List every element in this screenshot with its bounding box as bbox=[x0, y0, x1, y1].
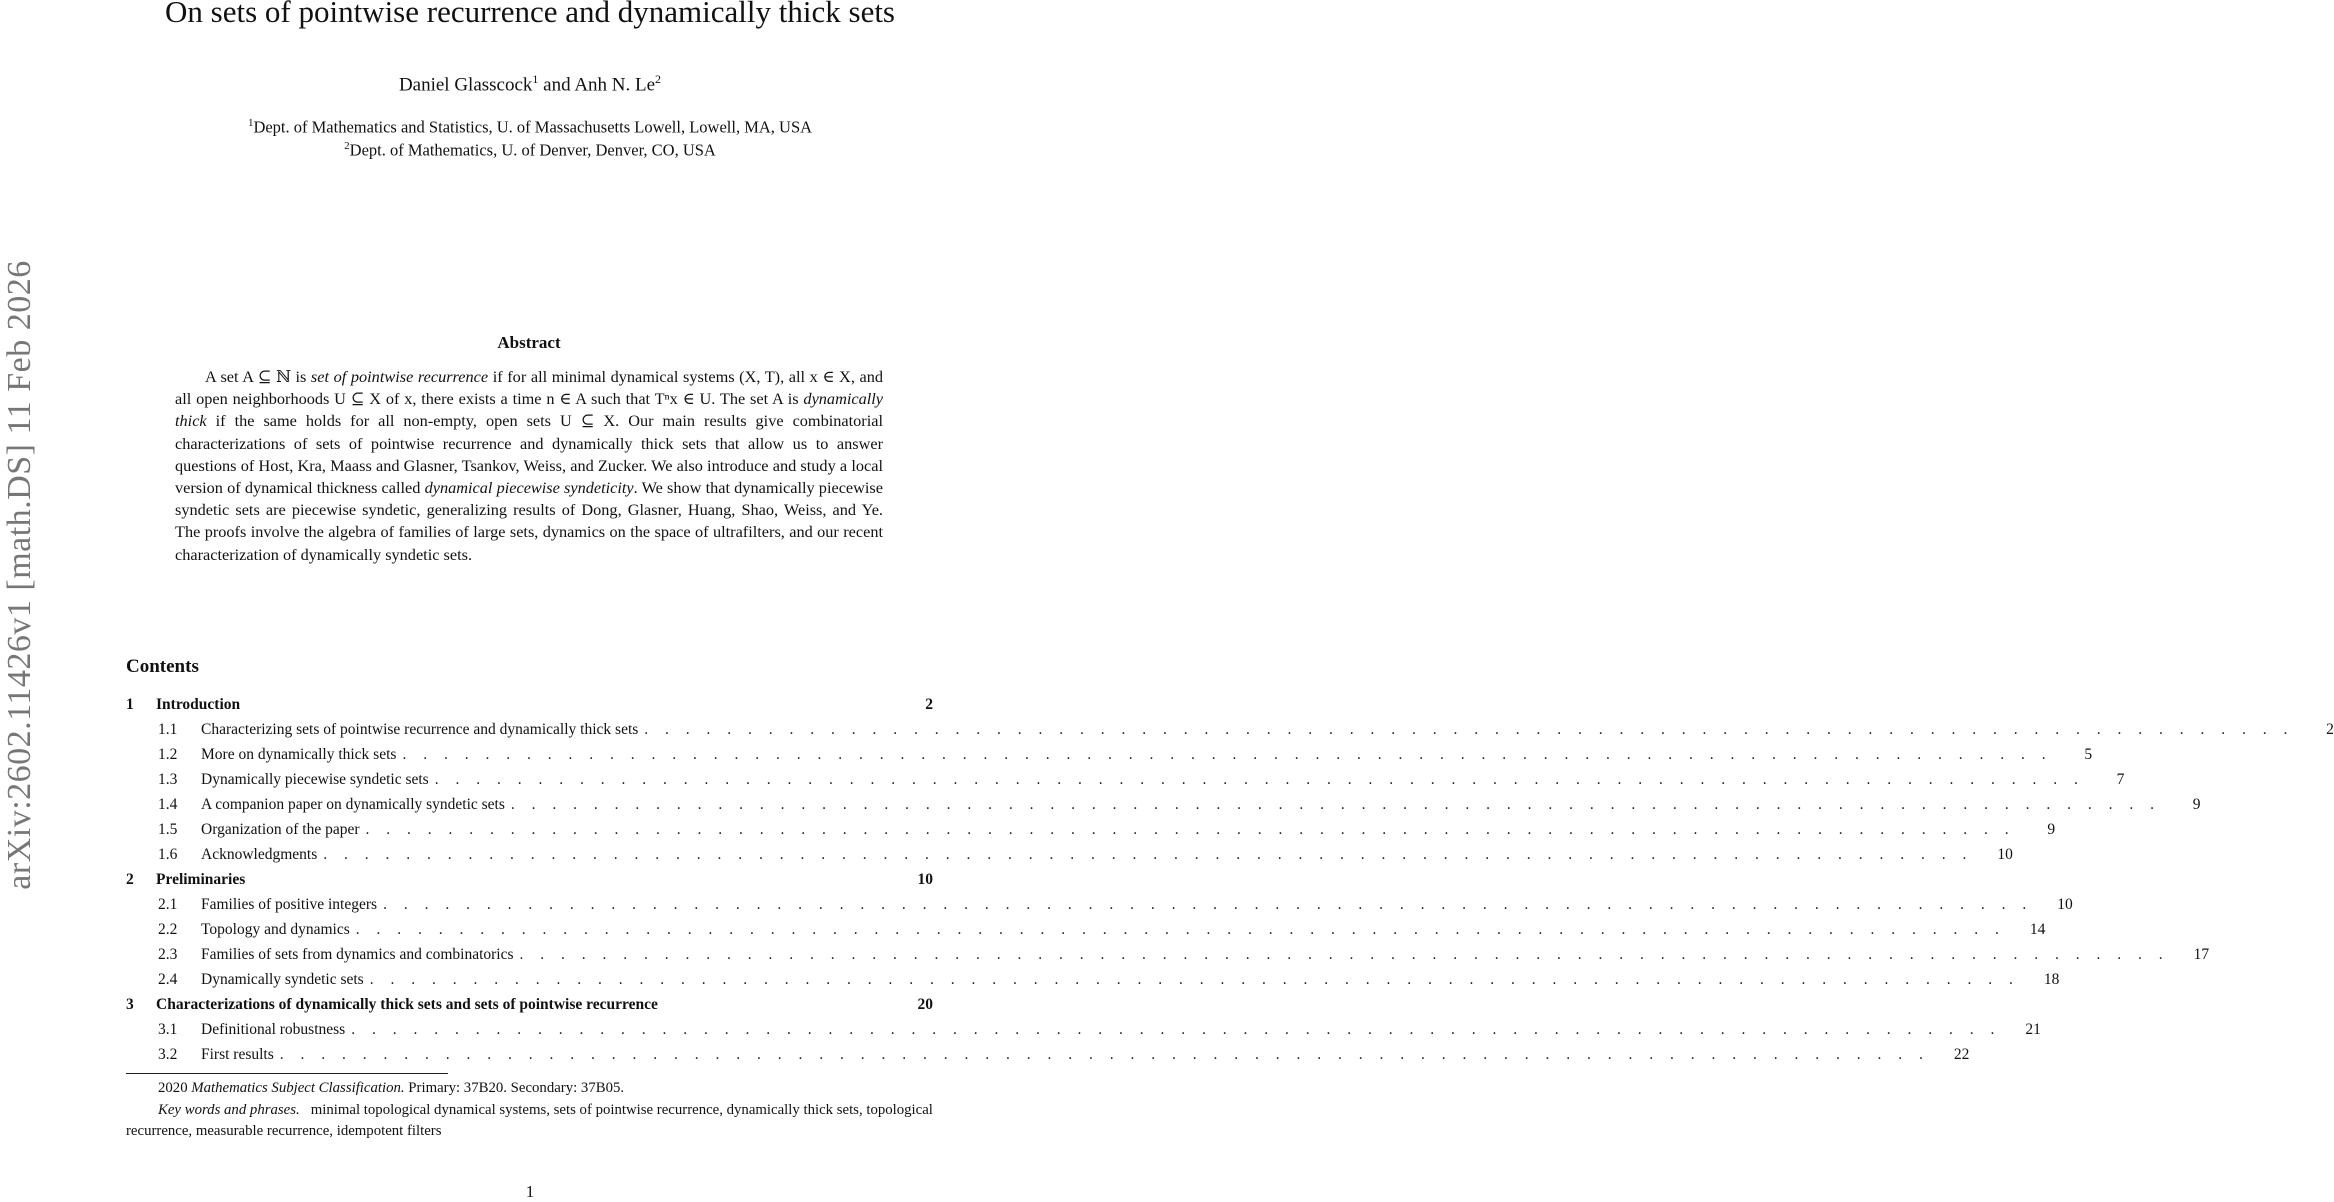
toc-entry-number: 1.3 bbox=[158, 771, 178, 788]
toc-dot-leader: . . . . . . . . . . . . . . . . . . . . . . . . . . . . . . . . . . . . . . . . . . . . . . . . . . . . . . . . . . . . . . . . . . . . . . . . . . . . . . . . bbox=[402, 746, 2053, 763]
toc-entry-title: First results bbox=[201, 1046, 274, 1063]
toc-entry-title: Dynamically piecewise syndetic sets bbox=[201, 771, 429, 788]
abstract-term-pointwise-recurrence: set of pointwise recurrence bbox=[310, 367, 489, 386]
affiliation-1-mark: 1 bbox=[247, 117, 254, 129]
toc-entry-number: 2.4 bbox=[158, 971, 178, 988]
toc-entry-title: Definitional robustness bbox=[201, 1021, 346, 1038]
toc-dot-leader: . . . . . . . . . . . . . . . . . . . . . . . . . . . . . . . . . . . . . . . . . . . . . . . . . . . . . . . . . . . . . . . . . . . . . . . . . . . . . . . . bbox=[644, 721, 2294, 738]
toc-dot-leader: . . . . . . . . . . . . . . . . . . . . . . . . . . . . . . . . . . . . . . . . . . . . . . . . . . . . . . . . . . . . . . . . . . . . . . . . . . . . . . . . bbox=[383, 896, 2033, 913]
author-line bbox=[150, 72, 910, 96]
toc-entry-page: 2 bbox=[2326, 721, 2334, 738]
toc-entry-number: 2.2 bbox=[158, 921, 178, 938]
toc-entry-number: 3.1 bbox=[158, 1021, 178, 1038]
msc-label: Mathematics Subject Classification. bbox=[191, 1080, 405, 1096]
author-2-mark: 2 bbox=[655, 72, 662, 86]
toc-entry-number: 3 bbox=[126, 996, 134, 1013]
toc-entry-number: 1.4 bbox=[158, 796, 178, 813]
toc-section[interactable] bbox=[126, 996, 933, 1016]
page-number: 1 bbox=[525, 1182, 535, 1201]
toc-entry-number: 1.5 bbox=[158, 821, 178, 838]
toc-entry-page: 10 bbox=[2057, 896, 2073, 913]
toc-subsection[interactable] bbox=[126, 721, 2334, 741]
toc-entry-page: 9 bbox=[2047, 821, 2056, 838]
msc-text: Primary: 37B20. Secondary: 37B05. bbox=[404, 1080, 625, 1096]
toc-dot-leader: . . . . . . . . . . . . . . . . . . . . . . . . . . . . . . . . . . . . . . . . . . . . . . . . . . . . . . . . . . . . . . . . . . . . . . . . . . . . . . . . bbox=[519, 946, 2170, 963]
arxiv-sidebar bbox=[0, 0, 40, 1200]
toc-entry-page: 17 bbox=[2193, 946, 2210, 963]
toc-entry-page: 10 bbox=[1997, 846, 2013, 863]
toc-entry-title: More on dynamically thick sets bbox=[201, 746, 397, 763]
toc-subsection[interactable] bbox=[126, 821, 2056, 841]
toc-section[interactable] bbox=[126, 696, 933, 716]
paper-title: On sets of pointwise recurrence and dynamically thick sets bbox=[165, 0, 895, 29]
author-1: Daniel Glasscock bbox=[398, 74, 533, 96]
toc-subsection[interactable] bbox=[126, 971, 2060, 991]
toc-entry-page: 21 bbox=[2025, 1021, 2041, 1038]
contents-heading: Contents bbox=[126, 656, 199, 677]
toc-entry-title: Dynamically syndetic sets bbox=[201, 971, 364, 988]
toc-entry-title: Characterizing sets of pointwise recurrence and dynamically thick sets bbox=[201, 721, 639, 738]
toc-entry-title: Topology and dynamics bbox=[201, 921, 350, 938]
author-2: Anh N. Le bbox=[574, 74, 656, 96]
footnote-rule bbox=[126, 1073, 448, 1074]
toc-entry-number: 2.3 bbox=[158, 946, 178, 963]
toc-entry-page: 18 bbox=[2043, 971, 2060, 988]
toc-entry-title: Families of sets from dynamics and combinatorics bbox=[201, 946, 514, 963]
affiliation-2-text: Dept. of Mathematics, U. of Denver, Denver, CO, USA bbox=[349, 140, 716, 160]
keywords-text: minimal topological dynamical systems, sets of pointwise recurrence, dynamically thick sets, topological recurrence, measurable recurrence, idempotent filters bbox=[126, 1102, 937, 1139]
toc-dot-leader: . . . . . . . . . . . . . . . . . . . . . . . . . . . . . . . . . . . . . . . . . . . . . . . . . . . . . . . . . . . . . . . . . . . . . . . . . . . . . . . . bbox=[351, 1021, 2001, 1038]
abstract-term-piecewise-syndeticity: dynamical piecewise syndeticity bbox=[424, 478, 634, 498]
affiliation-2 bbox=[100, 140, 960, 161]
toc-subsection[interactable] bbox=[126, 896, 2073, 916]
toc-subsection[interactable] bbox=[126, 846, 2013, 866]
toc-entry-title: Characterizations of dynamically thick sets and sets of pointwise recurrence bbox=[156, 996, 658, 1013]
toc-dot-leader: . . . . . . . . . . . . . . . . . . . . . . . . . . . . . . . . . . . . . . . . . . . . . . . . . . . . . . . . . . . . . . . . . . . . . . . . . . . . . . . . bbox=[323, 846, 1973, 863]
toc-subsection[interactable] bbox=[126, 1046, 1970, 1066]
abstract-term-dynamically-thick: dynamically thick bbox=[175, 389, 883, 431]
toc-dot-leader: . . . . . . . . . . . . . . . . . . . . . . . . . . . . . . . . . . . . . . . . . . . . . . . . . . . . . . . . . . . . . . . . . . . . . . . . . . . . . . . . bbox=[279, 1046, 1930, 1063]
toc-entry-page: 22 bbox=[1953, 1046, 1970, 1063]
affiliation-2-mark: 2 bbox=[344, 140, 350, 152]
toc-entry-title: Families of positive integers bbox=[201, 896, 378, 913]
abstract-text-2: if for all minimal dynamical systems (X, T), all x ∈ X, and all open neighborhoods U ⊆ X of x, there exists a time n ∈ A such that Tⁿx ∈ U. The set A is bbox=[175, 367, 883, 409]
affiliation-1 bbox=[100, 117, 960, 138]
toc-entry-page: 7 bbox=[2116, 771, 2125, 788]
footnote-keywords bbox=[126, 1100, 937, 1142]
abstract-text-3: if the same holds for all non-empty, open sets U ⊆ X. Our main results give combinatorial characterizations of sets of pointwise recurrence and dynamically thick sets that allow us to answer questions of Host, Kra, Maass and Glasner, Tsankov, Weiss, and Zucker. We also introduce and study a local version of dynamical thickness called bbox=[175, 411, 883, 498]
arxiv-identifier: arXiv:2602.11426v1 [math.DS] 11 Feb 2026 bbox=[1, 260, 38, 890]
abstract-body bbox=[175, 366, 883, 566]
toc-entry-number: 1.1 bbox=[158, 721, 178, 738]
toc-dot-leader: . . . . . . . . . . . . . . . . . . . . . . . . . . . . . . . . . . . . . . . . . . . . . . . . . . . . . . . . . . . . . . . . . . . . . . . . . . . . . . . . bbox=[434, 771, 2085, 788]
toc-dot-leader: . . . . . . . . . . . . . . . . . . . . . . . . . . . . . . . . . . . . . . . . . . . . . . . . . . . . . . . . . . . . . . . . . . . . . . . . . . . . . . . . bbox=[355, 921, 2006, 938]
toc-entry-page: 20 bbox=[917, 996, 933, 1013]
toc-entry-page: 14 bbox=[2029, 921, 2046, 938]
toc-entry-number: 1 bbox=[126, 696, 134, 713]
abstract-text-1: A set A ⊆ ℕ is bbox=[205, 367, 311, 386]
toc-subsection[interactable] bbox=[126, 746, 2093, 766]
toc-entry-page: 10 bbox=[917, 871, 933, 888]
toc-entry-page: 9 bbox=[2192, 796, 2201, 813]
authors-conjunction: and bbox=[538, 74, 575, 96]
toc-subsection[interactable] bbox=[126, 1021, 2041, 1041]
toc-subsection[interactable] bbox=[126, 921, 2046, 941]
toc-section[interactable] bbox=[126, 871, 933, 891]
toc-entry-title: Organization of the paper bbox=[201, 821, 360, 838]
toc-subsection[interactable] bbox=[126, 796, 2201, 816]
toc-entry-number: 2 bbox=[126, 871, 134, 888]
toc-entry-title: A companion paper on dynamically syndetic sets bbox=[201, 796, 505, 813]
toc-entry-number: 3.2 bbox=[158, 1046, 178, 1063]
toc-dot-leader: . . . . . . . . . . . . . . . . . . . . . . . . . . . . . . . . . . . . . . . . . . . . . . . . . . . . . . . . . . . . . . . . . . . . . . . . . . . . . . . . bbox=[510, 796, 2161, 813]
msc-year: 2020 bbox=[158, 1080, 192, 1096]
toc-entry-number: 1.2 bbox=[158, 746, 178, 763]
abstract-heading: Abstract bbox=[497, 333, 561, 352]
footnote-msc bbox=[126, 1078, 933, 1099]
keywords-label: Key words and phrases. bbox=[158, 1102, 300, 1118]
toc-entry-title: Acknowledgments bbox=[201, 846, 318, 863]
toc-entry-title: Introduction bbox=[156, 696, 241, 713]
toc-subsection[interactable] bbox=[126, 946, 2210, 966]
author-1-mark: 1 bbox=[532, 72, 539, 86]
toc-dot-leader: . . . . . . . . . . . . . . . . . . . . . . . . . . . . . . . . . . . . . . . . . . . . . . . . . . . . . . . . . . . . . . . . . . . . . . . . . . . . . . . . bbox=[369, 971, 2020, 988]
toc-entry-page: 5 bbox=[2084, 746, 2093, 763]
toc-dot-leader: . . . . . . . . . . . . . . . . . . . . . . . . . . . . . . . . . . . . . . . . . . . . . . . . . . . . . . . . . . . . . . . . . . . . . . . . . . . . . . . . bbox=[365, 821, 2016, 838]
toc-entry-number: 2.1 bbox=[158, 896, 178, 913]
toc-entry-page: 2 bbox=[925, 696, 933, 713]
toc-entry-title: Preliminaries bbox=[156, 871, 246, 888]
toc-entry-number: 1.6 bbox=[158, 846, 178, 863]
affiliation-1-text: Dept. of Mathematics and Statistics, U. of Massachusetts Lowell, Lowell, MA, USA bbox=[253, 117, 813, 137]
toc-subsection[interactable] bbox=[126, 771, 2125, 791]
abstract-text-4: . We show that dynamically piecewise syndetic sets are piecewise syndetic, generalizing results of Dong, Glasner, Huang, Shao, Weiss, and Ye. The proofs involve the algebra of families of large sets, dynamics on the space of ultrafilters, and our recent characterization of dynamically syndetic sets. bbox=[175, 478, 883, 564]
